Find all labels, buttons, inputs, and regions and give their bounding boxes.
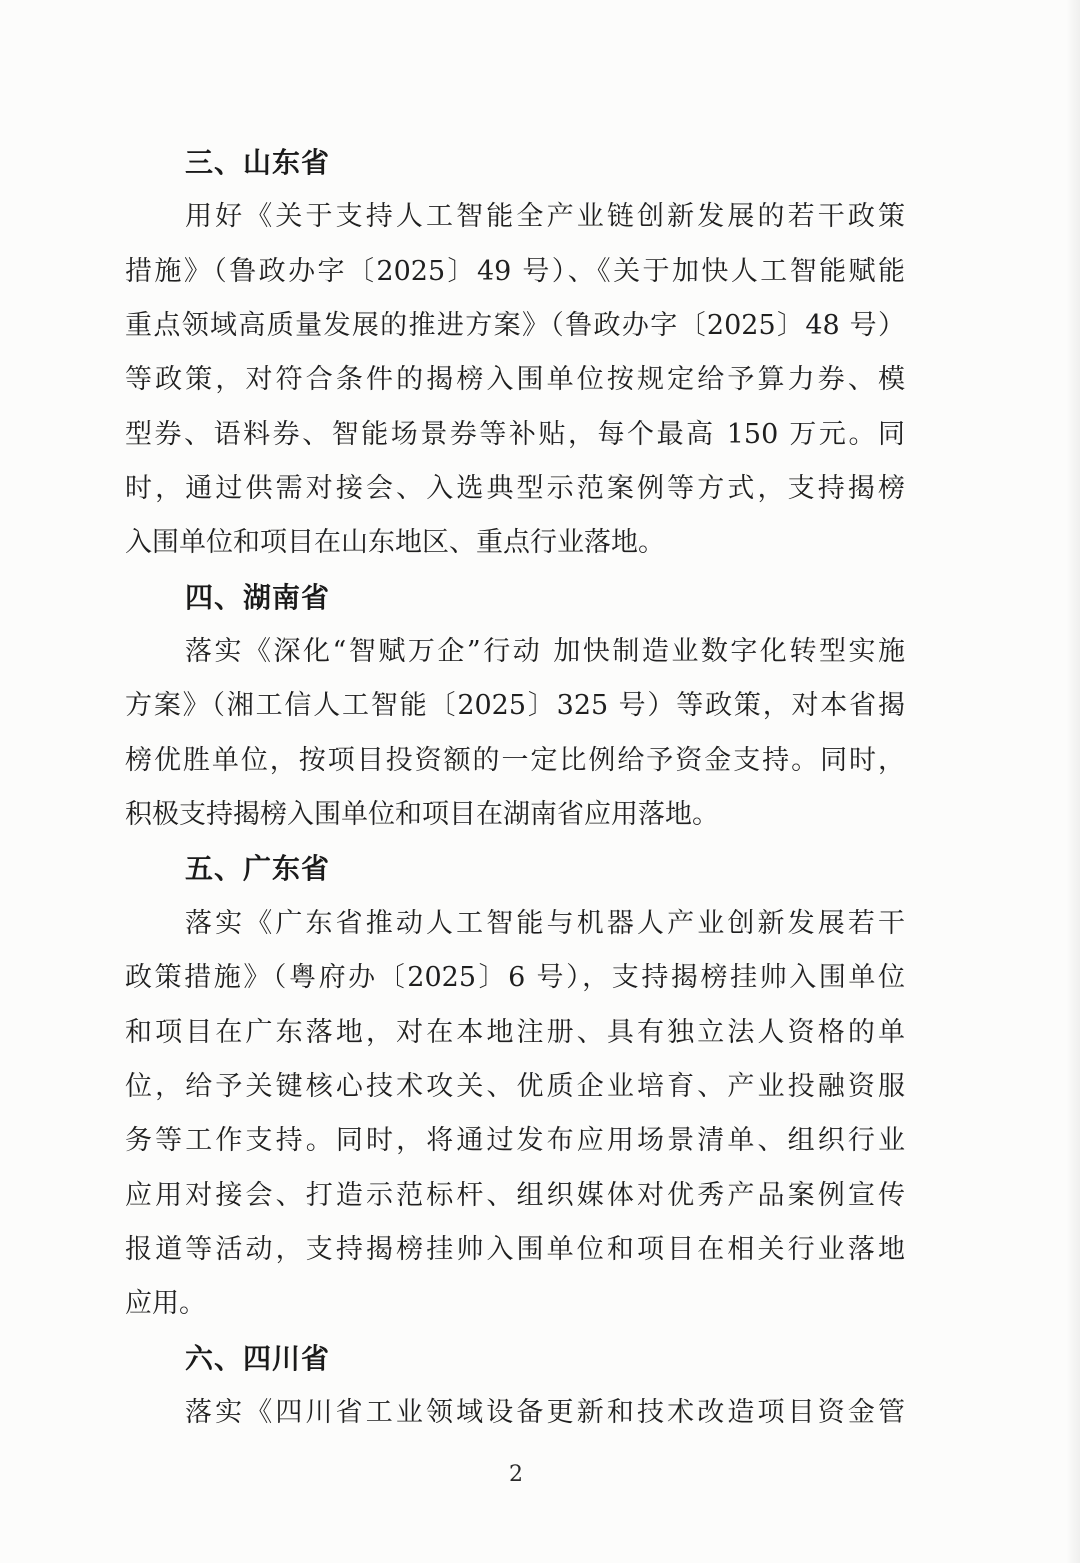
paragraph-line: 等政策，对符合条件的揭榜入围单位按规定给予算力券、模 bbox=[125, 364, 905, 396]
paragraph-line: 政策措施》（粤府办〔2025〕6 号），支持揭榜挂帅入围单位 bbox=[125, 962, 905, 994]
paragraph-line: 落实《深化“智赋万企”行动 加快制造业数字化转型实施 bbox=[185, 636, 905, 668]
section-hunan bbox=[125, 571, 905, 843]
paragraph-line: 型券、语料券、智能场景券等补贴，每个最高 150 万元。同 bbox=[125, 418, 905, 450]
paragraph bbox=[125, 190, 905, 570]
document-body bbox=[125, 136, 905, 1440]
paragraph-line: 用好《关于支持人工智能全产业链创新发展的若干政策 bbox=[185, 201, 905, 233]
paragraph-line: 时，通过供需对接会、入选典型示范案例等方式，支持揭榜 bbox=[125, 473, 905, 505]
section-heading: 五、广东省 bbox=[185, 852, 331, 886]
paragraph-line: 榜优胜单位，按项目投资额的一定比例给予资金支持。同时， bbox=[125, 744, 905, 776]
paragraph-line: 和项目在广东落地，对在本地注册、具有独立法人资格的单 bbox=[125, 1016, 905, 1048]
paragraph-line: 重点领域高质量发展的推进方案》（鲁政办字〔2025〕48 号） bbox=[125, 310, 905, 342]
paragraph-line: 入围单位和项目在山东地区、重点行业落地。 bbox=[125, 527, 665, 559]
section-guangdong bbox=[125, 842, 905, 1331]
paragraph-line: 应用对接会、打造示范标杆、组织媒体对优秀产品案例宣传 bbox=[125, 1179, 905, 1211]
paragraph-line: 积极支持揭榜入围单位和项目在湖南省应用落地。 bbox=[125, 799, 719, 831]
paragraph-line: 落实《四川省工业领域设备更新和技术改造项目资金管 bbox=[185, 1396, 905, 1428]
section-heading: 三、山东省 bbox=[185, 146, 331, 179]
paragraph bbox=[125, 1386, 905, 1440]
section-heading: 六、四川省 bbox=[185, 1341, 331, 1375]
paragraph bbox=[125, 897, 905, 1332]
paragraph-line: 位，给予关键核心技术攻关、优质企业培育、产业投融资服 bbox=[125, 1070, 905, 1102]
paragraph-line: 应用。 bbox=[125, 1288, 206, 1320]
paragraph-line: 方案》（湘工信人工智能〔2025〕325 号）等政策，对本省揭 bbox=[125, 690, 905, 722]
paragraph-line: 务等工作支持。同时，将通过发布应用场景清单、组织行业 bbox=[125, 1125, 905, 1157]
paragraph bbox=[125, 625, 905, 842]
paragraph-line: 报道等活动，支持揭榜挂帅入围单位和项目在相关行业落地 bbox=[125, 1233, 905, 1265]
page-number: 2 bbox=[509, 1462, 523, 1487]
section-sichuan bbox=[125, 1332, 905, 1441]
section-heading: 四、湖南省 bbox=[185, 580, 331, 614]
paragraph-line: 措施》（鲁政办字〔2025〕49 号）、《关于加快人工智能赋能 bbox=[125, 255, 905, 287]
paragraph-line: 落实《广东省推动人工智能与机器人产业创新发展若干 bbox=[185, 907, 905, 939]
section-shandong bbox=[125, 136, 905, 571]
page-edge-shadow bbox=[1066, 0, 1080, 1563]
